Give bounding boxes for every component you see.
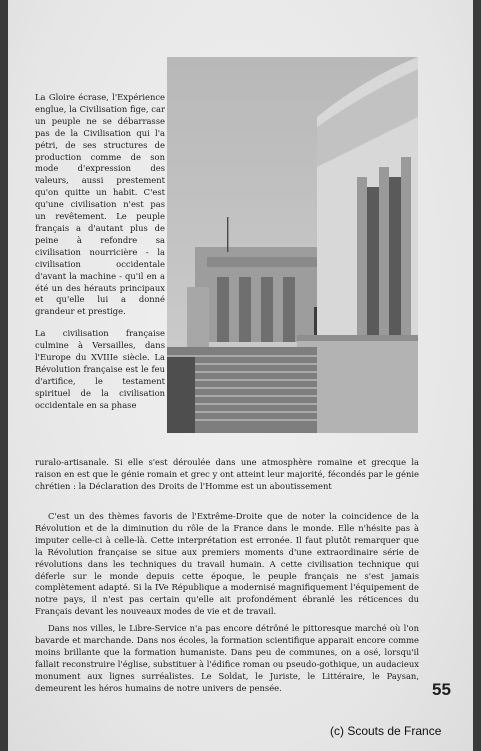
left-paragraph-2: La civilisation française culmine à Versailles, dans l'Europe du XVIIIe siècle. La Révolution française est le feu d'artifice, le testament spirituel de la civilisation occidentale en sa phase bbox=[35, 328, 165, 410]
palais-de-chaillot-photo bbox=[167, 57, 418, 433]
page-number: 55 bbox=[432, 680, 451, 699]
left-text-column bbox=[35, 92, 165, 412]
left-paragraph-1: La Gloire écrase, l'Expérience englue, la Civilisation fige, car un peuple ne se débarrasse pas de la Civilisation qui l'a pétri, de ses structures de production comme de son mode d'expression des valeurs, aussi prestement qu'on quitte un habit. C'est qu'une civilisation n'est pas un revêtement. Le peuple français a d'autant plus de peine à refondre sa civilisation nourricière - la civilisation occidentale d'avant la machine - qu'il en a été un des hérauts principaux et qu'elle lui a donné grandeur et prestige. bbox=[35, 92, 165, 317]
continuation-paragraph: ruralo-artisanale. Si elle s'est déroulée dans une atmosphère romaine et grecque la raison en est que le génie romain et grec y ont atteint leur majorité, fécondés par le génie chrétien : la Déclaration des Droits de l'Homme est un aboutissement bbox=[35, 457, 419, 491]
body-paragraph-3: Dans nos villes, le Libre-Service n'a pas encore détrôné le pittoresque marché où l'on bavarde et marchande. Dans nos écoles, la formation scientifique apparait encore comme moins brillante que la formation humaniste. Dans peu de communes, on a osé, lorsqu'il fallait reconstruire l'église, substituer à l'édifice roman ou pseudo-gothique, un audacieux monument aux lignes surréalistes. Le Soldat, le Juriste, le Littéraire, le Paysan, demeurent les héros humains de notre univers de pensée. bbox=[35, 623, 419, 693]
copyright-credit: (c) Scouts de France bbox=[330, 724, 442, 738]
body-paragraph-2: C'est un des thèmes favoris de l'Extrême-Droite que de noter la coincidence de la Révolution et de la diminution du rôle de la France dans le monde. Elle n'hésite pas à imputer celle-ci à celle-là. Cette interprétation est erronée. Il faut plutôt remarquer que la Révolution française se situe aux premiers moments d'une extraordinaire série de révolutions dans les techniques du travail humain. A cette civilisation technique qui déferle sur le monde depuis cette époque, le peuple français ne s'est jamais complètement adapté. Si la IVe République a modernisé magnifiquement l'équipement de notre pays, il n'est pas certain qu'elle ait profondément ébranlé les réticences du Français devant les nouveaux modes de vie et de travail. bbox=[35, 511, 419, 617]
photo-illustration bbox=[167, 57, 418, 433]
document-page bbox=[8, 0, 473, 751]
